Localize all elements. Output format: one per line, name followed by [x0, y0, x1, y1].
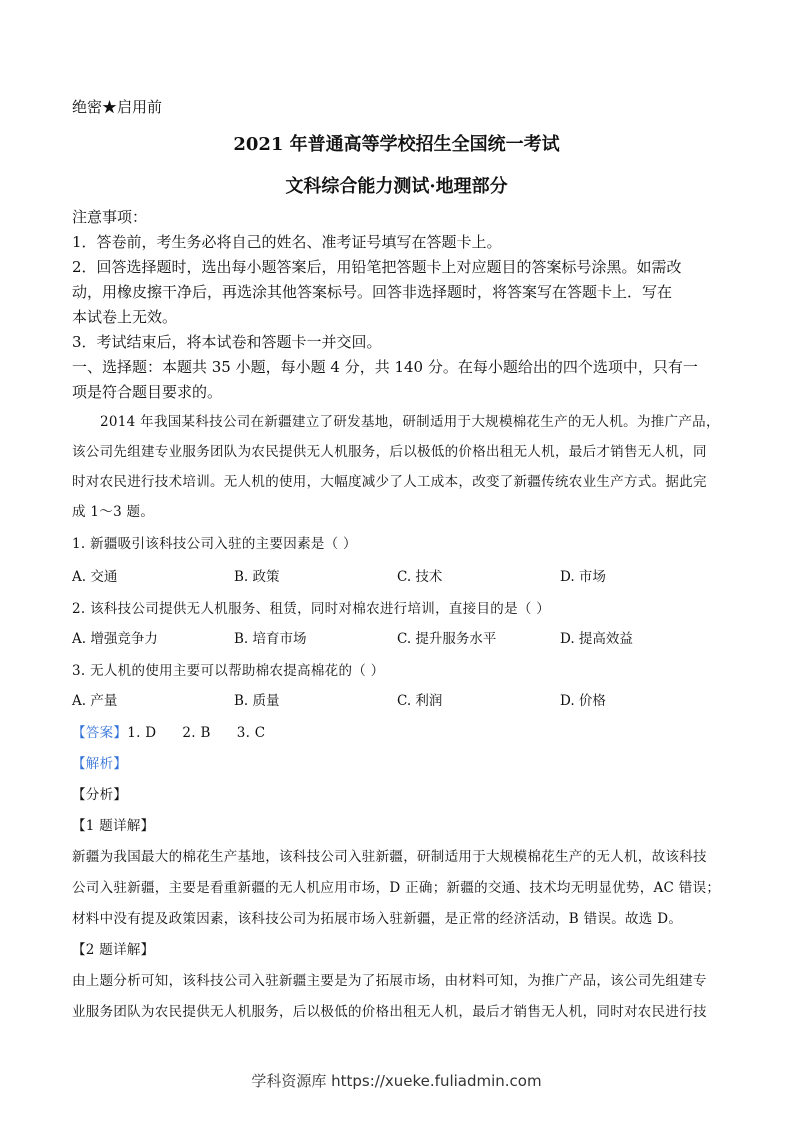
notice-heading: 注意事项：	[72, 208, 148, 226]
analysis-label: 【解析】	[72, 756, 128, 772]
question-2-option-c: C. 提升服务水平	[397, 631, 497, 647]
question-2-option-d: D. 提高效益	[560, 631, 633, 647]
notice-item-2-line1: 2．回答选择题时，选出每小题答案后，用铅笔把答题卡上对应题目的答案标号涂黑。如需改	[72, 258, 682, 276]
notice-item-2-line3: 本试卷上无效。	[72, 308, 178, 326]
question-1-option-d: D. 市场	[560, 569, 606, 585]
section-heading-line2: 项是符合题目要求的。	[72, 383, 223, 401]
exam-subtitle: 文科综合能力测试·地理部分	[285, 176, 508, 197]
detail-1-line2: 公司入驻新疆，主要是看重新疆的无人机应用市场，D 正确；新疆的交通、技术均无明显优势，AC 错误；	[72, 880, 721, 896]
question-2-stem: 2. 该科技公司提供无人机服务、租赁，同时对棉农进行培训，直接目的是（ ）	[72, 601, 551, 617]
passage-line2: 该公司先组建专业服务团队为农民提供无人机服务，后以极低的价格出租无人机，最后才销售无人机，同	[72, 444, 707, 460]
question-1-stem: 1. 新疆吸引该科技公司入驻的主要因素是（ ）	[72, 536, 357, 552]
question-2-option-a: A. 增强竞争力	[72, 631, 158, 647]
question-3-option-b: B. 质量	[234, 693, 280, 709]
question-1-option-c: C. 技术	[397, 569, 443, 585]
passage-line1: 2014 年我国某科技公司在新疆建立了研发基地，研制适用于大规模棉花生产的无人机。为推广产品，	[100, 414, 720, 430]
question-3-stem: 3. 无人机的使用主要可以帮助棉农提高棉花的（ ）	[72, 663, 385, 679]
answer-row	[72, 721, 265, 741]
answer-label: 【答案】	[72, 725, 128, 741]
answer-2: 2. B	[182, 725, 211, 741]
detail-1-heading: 【1 题详解】	[72, 818, 155, 834]
detail-2-heading: 【2 题详解】	[72, 942, 155, 958]
footer-watermark: 学科资源库 https://xueke.fuliadmin.com	[251, 1072, 542, 1090]
passage-line3: 时对农民进行技术培训。无人机的使用，大幅度减少了人工成本，改变了新疆传统农业生产方式。据此完	[72, 474, 707, 490]
question-3-option-d: D. 价格	[560, 693, 606, 709]
notice-item-1: 1．答卷前，考生务必将自己的姓名、准考证号填写在答题卡上。	[72, 233, 502, 251]
secret-label: 绝密★启用前	[72, 98, 163, 116]
answer-1: 1. D	[127, 725, 157, 741]
section-heading-line1: 一、选择题：本题共 35 小题，每小题 4 分，共 140 分。在每小题给出的四个选项中，只有一	[72, 358, 698, 376]
detail-1-line3: 材料中没有提及政策因素，该科技公司为拓展市场入驻新疆，是正常的经济活动，B 错误。故选 D。	[72, 911, 683, 927]
question-2-option-b: B. 培育市场	[234, 631, 307, 647]
question-3-option-a: A. 产量	[72, 693, 118, 709]
notice-item-2-line2: 动，用橡皮擦干净后，再选涂其他答案标号。回答非选择题时，将答案写在答题卡上．写在	[72, 283, 673, 301]
detail-2-line1: 由上题分析可知，该科技公司入驻新疆主要是为了拓展市场，由材料可知，为推广产品，该公司先组建专	[72, 973, 707, 989]
fenxi-label: 【分析】	[72, 787, 128, 803]
exam-title: 2021 年普通高等学校招生全国统一考试	[233, 134, 560, 155]
passage-line4: 成 1～3 题。	[72, 504, 155, 520]
answer-3: 3. C	[236, 725, 266, 741]
detail-2-line2: 业服务团队为农民提供无人机服务，后以极低的价格出租无人机，最后才销售无人机，同时对农民进行技	[72, 1004, 707, 1020]
notice-item-3: 3．考试结束后，将本试卷和答题卡一并交回。	[72, 333, 382, 351]
question-3-option-c: C. 利润	[397, 693, 443, 709]
detail-1-line1: 新疆为我国最大的棉花生产基地，该科技公司入驻新疆，研制适用于大规模棉花生产的无人机，故该科技	[72, 849, 707, 865]
question-1-option-b: B. 政策	[234, 569, 280, 585]
question-1-option-a: A. 交通	[72, 569, 118, 585]
